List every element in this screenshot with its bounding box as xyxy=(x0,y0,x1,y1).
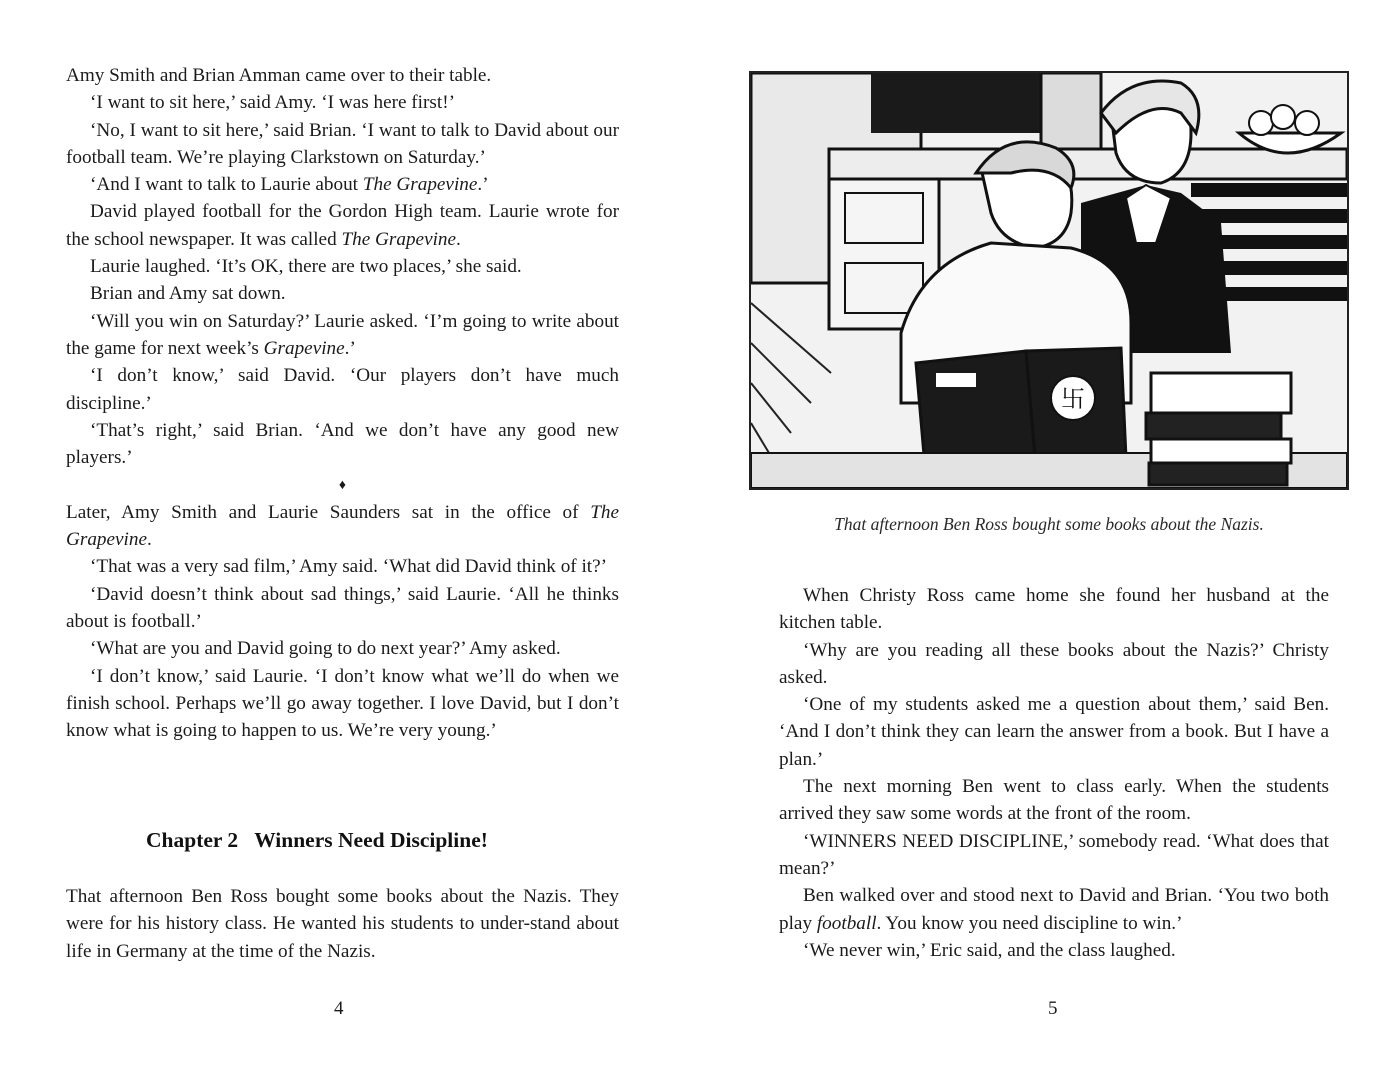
chapter-heading xyxy=(146,828,488,853)
paragraph: ‘That’s right,’ said Brian. ‘And we don’t have any good new players.’ xyxy=(66,419,619,469)
paragraph: Brian and Amy sat down. xyxy=(90,283,286,305)
paragraph: Amy Smith and Brian Amman came over to their table. xyxy=(66,65,492,86)
page-number: 5 xyxy=(1048,998,1058,1019)
paragraph: Later, Amy Smith and Laurie Saunders sat in the office of The Grapevine. xyxy=(66,501,619,551)
paragraph: The next morning Ben went to class early. When the students arrived they saw some words at the front of the room. xyxy=(779,776,1329,825)
paragraph: ‘Will you win on Saturday?’ Laurie asked. ‘I’m going to write about the game for next week’s Grapevine.’ xyxy=(66,310,619,359)
paragraph: ‘I want to sit here,’ said Amy. ‘I was here first!’ xyxy=(90,92,455,114)
paragraph: ‘I don’t know,’ said Laurie. ‘I don’t know what we’ll do when we finish school. Perhaps we’ll go away together. I love David, but I don’t know what is going to happen to us. We’re very young.’ xyxy=(66,665,619,742)
chapter-number: Chapter 2 xyxy=(146,828,239,852)
paragraph: Laurie laughed. ‘It’s OK, there are two places,’ she said. xyxy=(90,256,522,278)
section-break-ornament: ♦ xyxy=(338,478,347,494)
illustration-caption: That afternoon Ben Ross bought some books about the Nazis. xyxy=(834,514,1264,534)
svg-text:卐: 卐 xyxy=(1061,385,1085,413)
paragraph: When Christy Ross came home she found her husband at the kitchen table. xyxy=(779,585,1329,634)
paragraph: ‘And I want to talk to Laurie about The Grapevine.’ xyxy=(90,174,489,196)
chapter-text-block xyxy=(66,883,619,965)
paragraph: David played football for the Gordon High team. Laurie wrote for the school newspaper. It was called The Grapevine. xyxy=(66,201,619,250)
left-text-block xyxy=(66,62,619,744)
paragraph: ‘Why are you reading all these books about the Nazis?’ Christy asked. xyxy=(779,639,1329,688)
paragraph: ‘No, I want to sit here,’ said Brian. ‘I want to talk to David about our football team. We’re playing Clarkstown on Saturday.’ xyxy=(66,119,619,168)
paragraph: Ben walked over and stood next to David and Brian. ‘You two both play football. You know you need discipline to win.’ xyxy=(779,885,1329,934)
paragraph: ‘One of my students asked me a question about them,’ said Ben. ‘And I don’t think they can learn the answer from a book. But I have a plan.’ xyxy=(779,694,1329,770)
paragraph: That afternoon Ben Ross bought some books about the Nazis. They were for his history class. He wanted his students to under-stand about life in Germany at the time of the Nazis. xyxy=(66,886,619,962)
chapter-title: Winners Need Discipline! xyxy=(254,828,488,852)
right-text-block xyxy=(779,582,1329,964)
paragraph: ‘What are you and David going to do next year?’ Amy asked. xyxy=(90,638,561,660)
paragraph: ‘That was a very sad film,’ Amy said. ‘What did David think of it?’ xyxy=(90,556,608,578)
paragraph: ‘I don’t know,’ said David. ‘Our players don’t have much discipline.’ xyxy=(66,365,619,414)
illustration-drawing xyxy=(751,73,1347,488)
paragraph: ‘WINNERS NEED DISCIPLINE,’ somebody read. ‘What does that mean?’ xyxy=(779,830,1329,879)
paragraph: ‘David doesn’t think about sad things,’ said Laurie. ‘All he thinks about is football.’ xyxy=(66,583,619,632)
page-number: 4 xyxy=(334,998,344,1019)
illustration xyxy=(749,71,1349,490)
right-page xyxy=(696,0,1393,1080)
paragraph: ‘We never win,’ Eric said, and the class laughed. xyxy=(803,939,1176,961)
left-page xyxy=(0,0,696,1080)
